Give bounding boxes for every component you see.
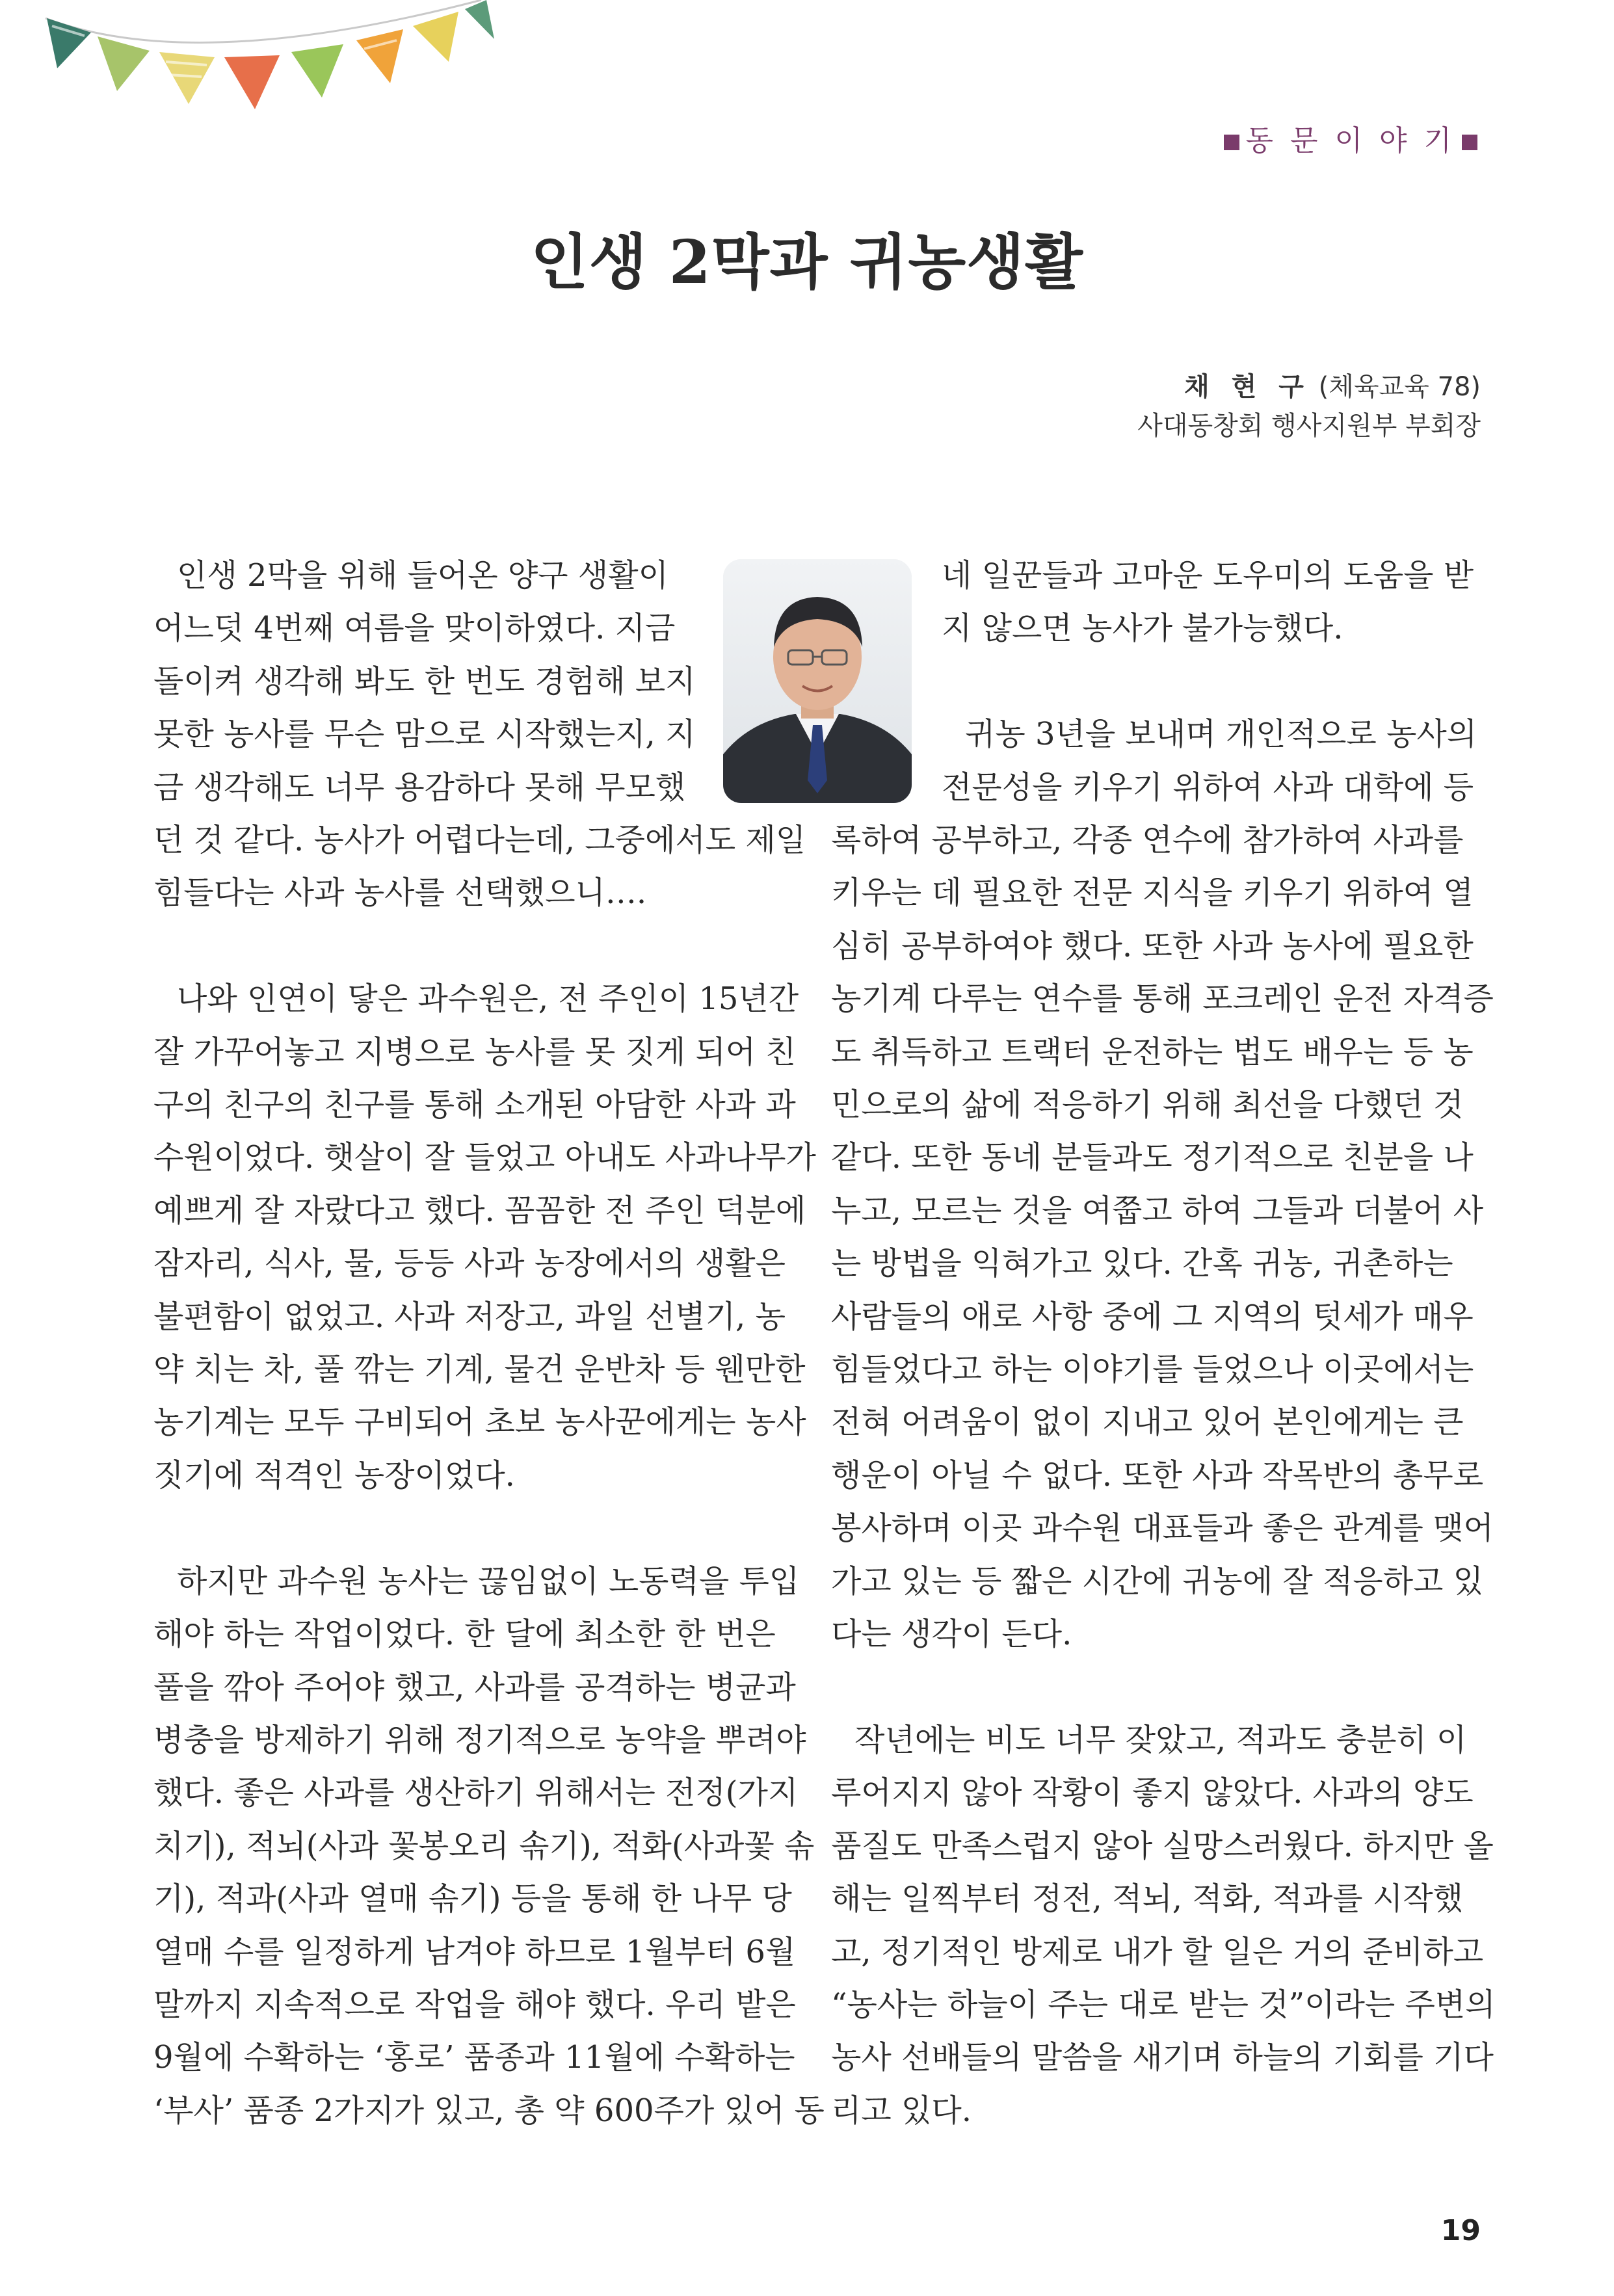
text-line: 누고, 모르는 것을 여쭙고 하여 그들과 더불어 사 <box>831 1192 1484 1229</box>
text-line: 행운이 아닐 수 없다. 또한 사과 작목반의 총무로 <box>831 1457 1484 1494</box>
text-line: 잘 가꾸어놓고 지병으로 농사를 못 짓게 되어 친 <box>153 1033 796 1070</box>
text-line: 키우는 데 필요한 전문 지식을 키우기 위하여 열 <box>831 875 1474 912</box>
text-line: 농사 선배들의 말씀을 새기며 하늘의 기회를 기다 <box>831 2039 1494 2076</box>
text-line: 했다. 좋은 사과를 생산하기 위해서는 전정(가지 <box>153 1775 799 1812</box>
text-line: 귀농 3년을 보내며 개인적으로 농사의 <box>965 716 1477 753</box>
text-line: 구의 친구의 친구를 통해 소개된 아담한 사과 과 <box>153 1087 796 1124</box>
text-line: 잠자리, 식사, 물, 등등 사과 농장에서의 생활은 <box>153 1245 786 1282</box>
author-position: 사대동창회 행사지원부 부회장 <box>1137 411 1481 441</box>
text-line: 록하여 공부하고, 각종 연수에 참가하여 사과를 <box>831 822 1464 859</box>
right-column <box>831 549 1496 2137</box>
bunting-decoration <box>0 0 494 130</box>
text-line: 병충을 방제하기 위해 정기적으로 농약을 뿌려야 <box>153 1721 806 1758</box>
square-bullet-icon <box>1462 135 1477 150</box>
text-line: 사람들의 애로 사항 중에 그 지역의 텃세가 매우 <box>831 1298 1474 1335</box>
page-title: 인생 2막과 귀농생활 <box>530 227 1084 297</box>
text-line: 가고 있는 등 짧은 시간에 귀농에 잘 적응하고 있 <box>831 1563 1484 1600</box>
text-line: 네 일꾼들과 고마운 도우미의 도움을 받 <box>942 557 1474 594</box>
text-line: 같다. 또한 동네 분들과도 정기적으로 친분을 나 <box>831 1139 1474 1176</box>
text-line: 하지만 과수원 농사는 끊임없이 노동력을 투입 <box>177 1563 800 1600</box>
text-line: 던 것 같다. 농사가 어렵다는데, 그중에서도 제일 <box>153 822 806 859</box>
text-line: 리고 있다. <box>831 2092 972 2129</box>
text-line: 해는 일찍부터 정전, 적뇌, 적화, 적과를 시작했 <box>831 1880 1463 1918</box>
text-line: 작년에는 비도 너무 잦았고, 적과도 충분히 이 <box>854 1721 1467 1758</box>
author-affiliation: (체육교육 78) <box>1318 372 1481 402</box>
text-line: 금 생각해도 너무 용감하다 못해 무모했 <box>153 769 686 806</box>
text-line: 농기계는 모두 구비되어 초보 농사꾼에게는 농사 <box>153 1404 806 1441</box>
text-line: 도 취득하고 트랙터 운전하는 법도 배우는 등 농 <box>831 1033 1474 1070</box>
text-line: 어느덧 4번째 여름을 맞이하였다. 지금 <box>153 610 676 647</box>
text-line: 는 방법을 익혀가고 있다. 간혹 귀농, 귀촌하는 <box>831 1245 1453 1282</box>
text-line: ‘부사’ 품종 2가지가 있고, 총 약 600주가 있어 동 <box>153 2092 825 2129</box>
text-line: 풀을 깎아 주어야 했고, 사과를 공격하는 병균과 <box>153 1669 796 1706</box>
text-line: 다는 생각이 든다. <box>831 1616 1072 1653</box>
left-column <box>153 549 825 2137</box>
text-line: 봉사하며 이곳 과수원 대표들과 좋은 관계를 맺어 <box>831 1510 1494 1547</box>
text-line: 기), 적과(사과 열매 솎기) 등을 통해 한 나무 당 <box>153 1880 792 1918</box>
text-line: 약 치는 차, 풀 깎는 기계, 물건 운반차 등 웬만한 <box>153 1351 806 1388</box>
text-line: 인생 2막을 위해 들어온 양구 생활이 <box>177 557 668 594</box>
text-line: 전혀 어려움이 없이 지내고 있어 본인에게는 큰 <box>831 1404 1464 1441</box>
text-line: 짓기에 적격인 농장이었다. <box>153 1457 515 1494</box>
text-line: 말까지 지속적으로 작업을 해야 했다. 우리 밭은 <box>153 1986 796 2023</box>
text-line: 돌이켜 생각해 봐도 한 번도 경험해 보지 <box>153 663 696 700</box>
text-line: 수원이었다. 햇살이 잘 들었고 아내도 사과나무가 <box>153 1139 816 1176</box>
text-line: 루어지지 않아 작황이 좋지 않았다. 사과의 양도 <box>831 1775 1474 1812</box>
author-name: 채 현 구 <box>1184 372 1310 402</box>
text-line: 품질도 만족스럽지 않아 실망스러웠다. 하지만 올 <box>831 1827 1494 1864</box>
text-line: 지 않으면 농사가 불가능했다. <box>942 610 1343 647</box>
text-line: “농사는 하늘이 주는 대로 받는 것”이라는 주변의 <box>831 1986 1496 2023</box>
text-line: 예쁘게 잘 자랐다고 했다. 꼼꼼한 전 주인 덕분에 <box>153 1192 806 1229</box>
text-line: 9월에 수확하는 ‘홍로’ 품종과 11월에 수확하는 <box>153 2039 795 2076</box>
text-line: 치기), 적뇌(사과 꽃봉오리 솎기), 적화(사과꽃 솎 <box>153 1827 815 1864</box>
text-line: 민으로의 삶에 적응하기 위해 최선을 다했던 것 <box>831 1087 1464 1124</box>
section-tag-label: 동 문 이 야 기 <box>1245 124 1455 157</box>
text-line: 못한 농사를 무슨 맘으로 시작했는지, 지 <box>153 716 696 753</box>
page-number: 19 <box>1440 2214 1481 2247</box>
section-tag <box>1217 117 1484 159</box>
text-line: 불편함이 없었고. 사과 저장고, 과일 선별기, 농 <box>153 1298 786 1335</box>
text-line: 힘들었다고 하는 이야기를 들었으나 이곳에서는 <box>831 1351 1474 1388</box>
text-line: 고, 정기적인 방제로 내가 할 일은 거의 준비하고 <box>831 1933 1484 1970</box>
author-block <box>1137 367 1481 445</box>
text-line: 나와 인연이 닿은 과수원은, 전 주인이 15년간 <box>177 981 799 1018</box>
text-line: 힘들다는 사과 농사를 선택했으니…. <box>153 875 647 912</box>
text-line: 해야 하는 작업이었다. 한 달에 최소한 한 번은 <box>153 1616 776 1653</box>
text-line: 심히 공부하여야 했다. 또한 사과 농사에 필요한 <box>831 927 1474 964</box>
square-bullet-icon <box>1224 135 1239 150</box>
text-line: 열매 수를 일정하게 남겨야 하므로 1월부터 6월 <box>153 1933 796 1970</box>
text-line: 전문성을 키우기 위하여 사과 대학에 등 <box>942 769 1474 806</box>
text-line: 농기계 다루는 연수를 통해 포크레인 운전 자격증 <box>831 981 1494 1018</box>
